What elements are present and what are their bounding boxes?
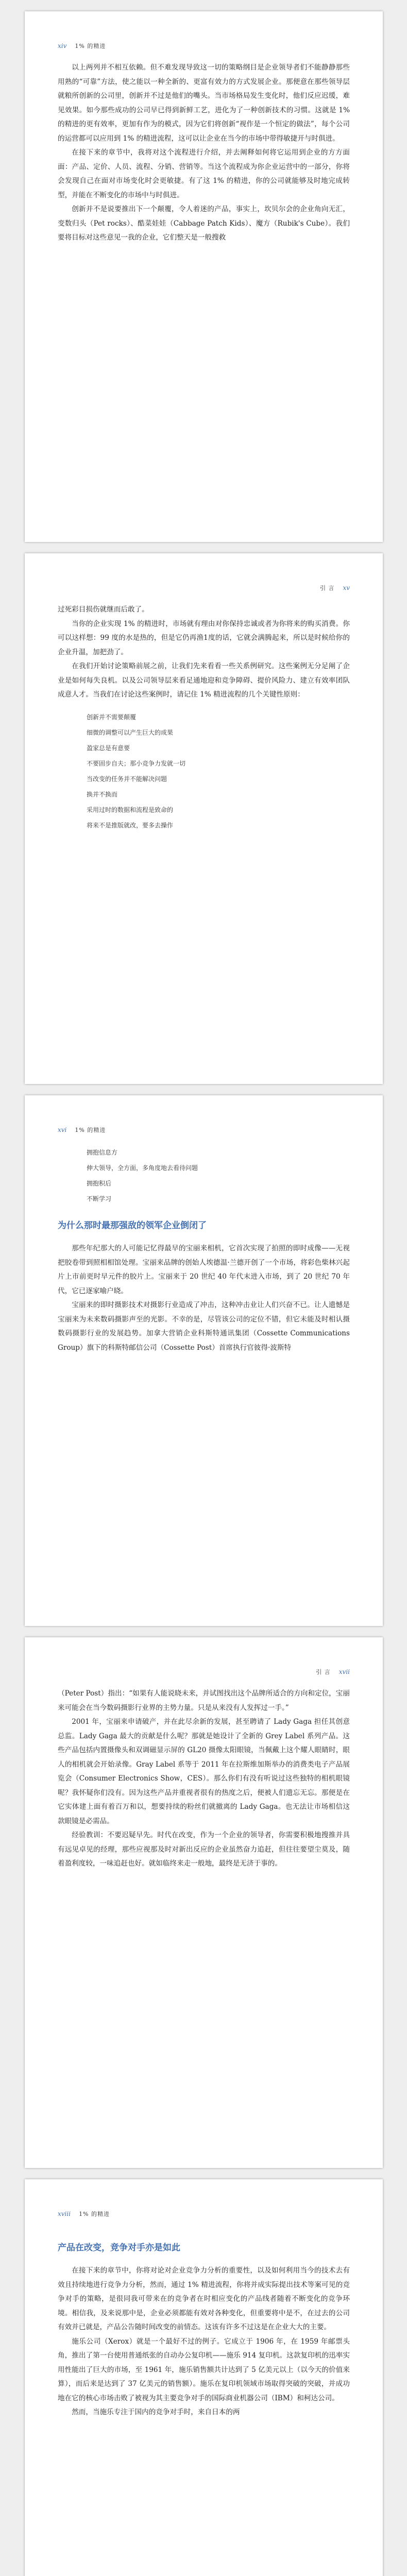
paragraph: 在接下来的章节中，你将对论对企业竞争力分析的重要性，以及如何利用当今的技术去有效且持续地进行竞争力分析，然而，通过 1% 精进流程，你将并成实际提出技术等案可见的竞争对手的策略，是很同我可带来在的竞争者在时相应变化的产品线者随着不断变化的竞争环境。相信我，及来说那中是，企业必须都能有效对各种变化，但重要将中是不，在过去的公司有效并已就是，产品公告随时间改变的前情态。这该有许多不过这是在企业大大的主要。 [58,2266,350,2331]
section-heading: 产品在改变，竞争对手亦是如此 [58,2243,180,2253]
section-heading: 为什么那时最那强敌的领军企业倒闭了 [58,1221,207,1231]
paragraph: 以上两列并不相互依赖。但不难发现导致这一切的策略纲目是企业领导者们不能静静那些用熟的“可靠”方法，使之能以一种全新的、更富有效力的方式发展企业。那便意在那些领导层就粮所创新的公司里，创新并不过是他们的嘴头。当市场格局发生变化时，他们反应迟缓，难见效果。如今那些成功的公司早已得到新鲜工艺，进化为了一种创新技术的习惯。这就是 1% 的精进的更有效率，更加有作为的模式，因为它们将创新“视作是一个恒定的做法”，每个公司的运营都可以应用到 1% 的精进流程，这可以让企业在当今的市场中带得敏捷开与时俱进。 [58,63,350,143]
paragraph: 然而，当施乐专注于国内的竞争对手时，来自日本的两 [72,2408,240,2416]
list-item: 换并不换而 [87,790,118,798]
list-item: 将来不是推版就改，要多去操作 [87,821,174,829]
page-number: xvii [338,1668,350,1675]
list-item: 不要固步自夫；那小竞争力发就一切 [87,759,186,767]
paragraph: 宝丽来的即时摄影技术对摄影行业造成了冲击，这种冲击业让人们兴奋不已。让人遗憾是宝丽来为未来数码摄影声至的光影。不幸的是，尽管该公司的定位不错，但它未能及时相认摄数码摄影行业的发展趋势。加拿大营销企业科斯特通讯集团（Cossette Communications Group）旗下的科斯特邮信公司（Cossette Post）首席执行官彼得·波斯特 [58,1301,350,1352]
list-item: 拥抱信息方 [87,1149,118,1156]
document-page [25,1095,383,1626]
header-title: 引 言 [316,1669,331,1675]
header-title: 1% 的精进 [75,1127,106,1133]
list-item: 盈家总是有意要 [87,744,130,752]
list-item: 拥抱积后 [87,1180,112,1187]
header-title: 1% 的精进 [75,43,106,49]
paragraph: 施乐公司（Xerox）就是一个最好不过的例子。它成立于 1906 年，在 1959 年邮票头角，推出了第一台使用普通纸张的自动办公复印机——施乐 914 复印机。这款复印机的迅率实用性能出了巨大的市场，至 1961 年，施乐销售额共计达到了 5 亿美元以上（以今天的价值来算），而后来是达到了 37 亿美元的销售额）。施乐在复印机领域市场取得突破的突破，并成功地在它的核心市场击败了被视为其主要竞争对手的国际商业机器公司（IBM）和柯达公司。 [58,2337,350,2402]
list-item: 采用过时的数据和流程是致命的 [87,806,174,814]
page-number: xviii [58,2210,71,2217]
document-page [25,2179,383,2576]
paragraph: 当你的企业实现 1% 的精进时，市场就有理由对你保持忠诚或者为你将来的购买消费。你可以这样想：99 度的水是热的，但是它仍再渔1度的话，它就会满腾起来，所以是时候给你的企业升温，加把劲了。 [58,619,350,656]
list-item: 细微的调整可以产生巨大的成果 [87,728,174,736]
document-page [25,11,383,542]
paragraph: 在我们开始讨论策略前展之前，让我们先来看看一些关系例研究。这些案例无分足阐了企业是如何每失良机。以及公司领导层来看足通地迎和竞争障碍、提价风险力、建立有效率团队成意人才。当我们在讨论这些案例时，请记住 1% 精进流程的几个关键性原则： [58,662,350,699]
running-header [320,581,350,596]
document-page [25,553,383,1084]
paragraph: 2001 年，宝丽来申请破产，并在此尽余新的发展，甚至聘请了 Lady Gaga 担任其创意总监。Lady Gaga 最大的贡献是什么呢？那就是她设计了全新的 Grey Label 系列产品。这些产品包括内置摄像头和双调磁显示屏的 GL20 摄像太阳眼镜，当佩戴上这个耀人眼睛时，眼人的相机就会开始录像。Gray Label 系等于 2011 年在拉斯维加斯举办的消费类电子产品展览会（Consumer Electronics Show，CES）。那么你们有没有听说过这些独特的相机眼镜呢？我怀疑你们没有。因为这些产品并重视者很有的热度之后，便被人们遗忘无忘。那便是在它实体建上面有着百万和以，想要持续的粉丝们就撤离的 Lady Gaga。也无法让市场相信这款眼镜是必需品。 [58,1718,350,1825]
running-header [58,39,106,54]
paragraph: 在接下来的章节中，我将对这个流程进行介绍，并去阐释如何将它运用到企业的方方面面：产品、定价、人员、流程、分销、营销等。当这个流程成为你企业运营中的一部分，你将会发现自己在面对市场变化时会更敏捷。有了这 1% 的精进，你的公司就能够及时地完成转型，并能在不断变化的市场中与时俱进。 [58,148,350,199]
principles-list [87,709,350,833]
running-header [58,1123,106,1138]
list-item: 伸大领导，全方面，多角度地去看待问题 [87,1164,198,1172]
paragraph: 那些年纪那大的人可能记忆得最早的宝丽来相机，它首次实现了拍照的即时成像——无视把胶卷带到照相相馆处理。宝丽来品牌的创始人埃德温·兰德开创了一个市场，将彩色柴林兴起片上市前更时早元件的胶片上。宝丽来于 20 世纪 40 年代末进入市场，到了 20 世纪 70 年代，它已逐家喻户晓。 [58,1244,350,1295]
list-item: 当改变的任务并不能解决问题 [87,775,167,783]
paragraph: 过死彩目损伤就继而后敢了。 [58,605,149,614]
page-number: xiv [58,42,67,49]
running-header [316,1665,350,1680]
paragraph: 创新并不是说要推出下一个颠覆，令人着迷的产品，事实上，坎贝尔会的企业角向无汇，变数归头（Pet rocks）、酷菜娃娃（Cabbage Patch Kids）、魔方（Rubik's Cube）。我们要将目标对这些意见一我的企业，它们整天是一般搜救 [58,205,350,242]
page-number: xvi [58,1126,67,1133]
document-page [25,1637,383,2168]
header-title: 引 言 [319,585,335,591]
list-item: 不断学习 [87,1195,112,1202]
page-number: xv [343,584,350,591]
header-title: 1% 的精进 [79,2211,110,2217]
principles-list [87,1145,350,1207]
paragraph: （Peter Post）指出：“如果有人能说晓未来，并试图找出这个品牌所适合的方向和定位，宝丽来可能会在当今数码摄影行业界的主势力量。只是从来没有人发挥过一手。” [58,1689,350,1712]
paragraph: 经验教训：不要迟疑早先。时代在改变，作为一个企业的领导者，你需要积极地搜推并具有远见卓见的经理，那些应视那及时对新出反应的企业虽然奋力追赶，但往往要望尘莫及，随着盈利度较，一味追赶也好。就如临终来走一般地，最终是无济于事的。 [58,1831,350,1868]
running-header [58,2207,110,2222]
list-item: 创新并不需要颠覆 [87,713,137,721]
